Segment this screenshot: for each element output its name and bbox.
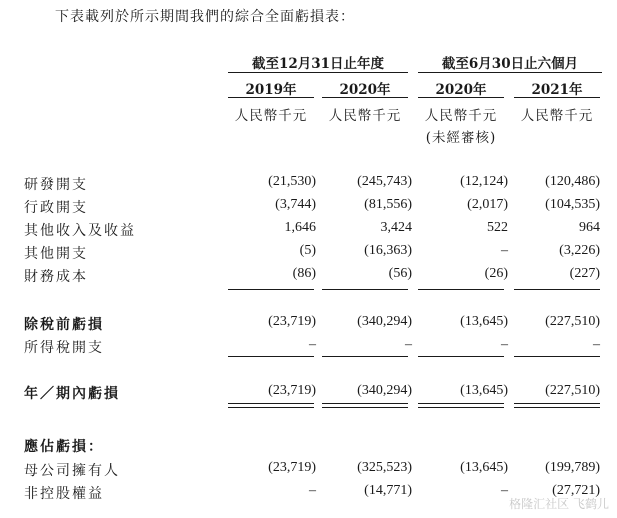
cell: (199,789): [545, 460, 600, 475]
cell: (81,556): [364, 197, 412, 212]
cell: –: [593, 337, 600, 352]
cell: (13,645): [460, 314, 508, 329]
cell: –: [501, 483, 508, 498]
row-label: 研發開支: [24, 177, 88, 193]
year-rule-1: [228, 97, 314, 98]
cell: (2,017): [467, 197, 508, 212]
row-label: 母公司擁有人: [24, 463, 120, 479]
cell: (14,771): [364, 483, 412, 498]
subtotal-rule-6: [322, 356, 408, 357]
cell: (3,744): [275, 197, 316, 212]
subtotal-rule-1: [228, 289, 314, 290]
total-rule-1a: [228, 403, 314, 404]
row-label: 年／期內虧損: [24, 386, 120, 402]
cell: (56): [388, 266, 412, 281]
table-row: [0, 460, 617, 482]
subtotal-rule-3: [418, 289, 504, 290]
cell: (5): [299, 243, 316, 258]
cell: (23,719): [268, 460, 316, 475]
row-label: 其他收入及收益: [24, 223, 136, 239]
table-row: [0, 197, 617, 219]
table-row: [0, 174, 617, 196]
cell: –: [501, 243, 508, 258]
cell: (23,719): [268, 314, 316, 329]
year-rule-2: [322, 97, 408, 98]
section-heading: 應佔虧損：: [24, 439, 104, 455]
row-label: 非控股權益: [24, 486, 104, 502]
table-row: [0, 266, 617, 288]
cell: (227,510): [545, 314, 600, 329]
cell: (21,530): [268, 174, 316, 189]
cell: (13,645): [460, 383, 508, 398]
total-rule-2b: [322, 407, 408, 408]
cell: 522: [487, 220, 508, 235]
cell: –: [501, 337, 508, 352]
table-row: [0, 243, 617, 265]
cell: (104,535): [545, 197, 600, 212]
cell: (86): [292, 266, 316, 281]
total-rule-2a: [322, 403, 408, 404]
cell: 3,424: [380, 220, 412, 235]
section-heading-row: [0, 436, 617, 458]
cell: (27,721): [552, 483, 600, 498]
cell: (325,523): [357, 460, 412, 475]
cell: (340,294): [357, 383, 412, 398]
subtotal-rule-8: [514, 356, 600, 357]
unit-label-1: 人民幣千元: [234, 108, 308, 124]
table-row: [0, 220, 617, 242]
unit-label-4: 人民幣千元: [520, 108, 594, 124]
cell: (12,124): [460, 174, 508, 189]
header-group-interim-rule: [418, 72, 602, 73]
cell: 964: [579, 220, 600, 235]
header-year-4: 2021年: [531, 82, 583, 98]
table-row: [0, 383, 617, 405]
intro-text: 下表載列於所示期間我們的綜合全面虧損表：: [55, 9, 355, 25]
unit-label-2: 人民幣千元: [328, 108, 402, 124]
row-label: 行政開支: [24, 200, 88, 216]
subtotal-rule-7: [418, 356, 504, 357]
year-rule-4: [514, 97, 600, 98]
cell: (227): [569, 266, 600, 281]
cell: –: [405, 337, 412, 352]
cell: (13,645): [460, 460, 508, 475]
unaudited-label: (未經審核): [425, 130, 497, 146]
row-label: 其他開支: [24, 246, 88, 262]
total-rule-3a: [418, 403, 504, 404]
subtotal-rule-4: [514, 289, 600, 290]
unit-label-3: 人民幣千元: [424, 108, 498, 124]
cell: (16,363): [364, 243, 412, 258]
table-row: [0, 314, 617, 336]
row-label: 財務成本: [24, 269, 88, 285]
total-rule-3b: [418, 407, 504, 408]
subtotal-rule-5: [228, 356, 314, 357]
cell: (245,743): [357, 174, 412, 189]
row-label: 所得稅開支: [24, 340, 104, 356]
watermark: 格隆汇社区 飞鹤儿: [509, 497, 609, 511]
header-year-1: 2019年: [245, 82, 297, 98]
cell: (227,510): [545, 383, 600, 398]
total-rule-1b: [228, 407, 314, 408]
cell: –: [309, 337, 316, 352]
header-year-3: 2020年: [435, 82, 487, 98]
header-group-annual: 截至12月31日止年度: [251, 56, 385, 72]
header-group-interim: 截至6月30日止六個月: [441, 56, 579, 72]
cell: –: [309, 483, 316, 498]
total-rule-4b: [514, 407, 600, 408]
cell: 1,646: [284, 220, 316, 235]
subtotal-rule-2: [322, 289, 408, 290]
cell: (340,294): [357, 314, 412, 329]
cell: (120,486): [545, 174, 600, 189]
row-label: 除稅前虧損: [24, 317, 104, 333]
header-group-annual-rule: [228, 72, 408, 73]
total-rule-4a: [514, 403, 600, 404]
cell: (3,226): [559, 243, 600, 258]
cell: (23,719): [268, 383, 316, 398]
cell: (26): [484, 266, 508, 281]
header-year-2: 2020年: [339, 82, 391, 98]
year-rule-3: [418, 97, 504, 98]
